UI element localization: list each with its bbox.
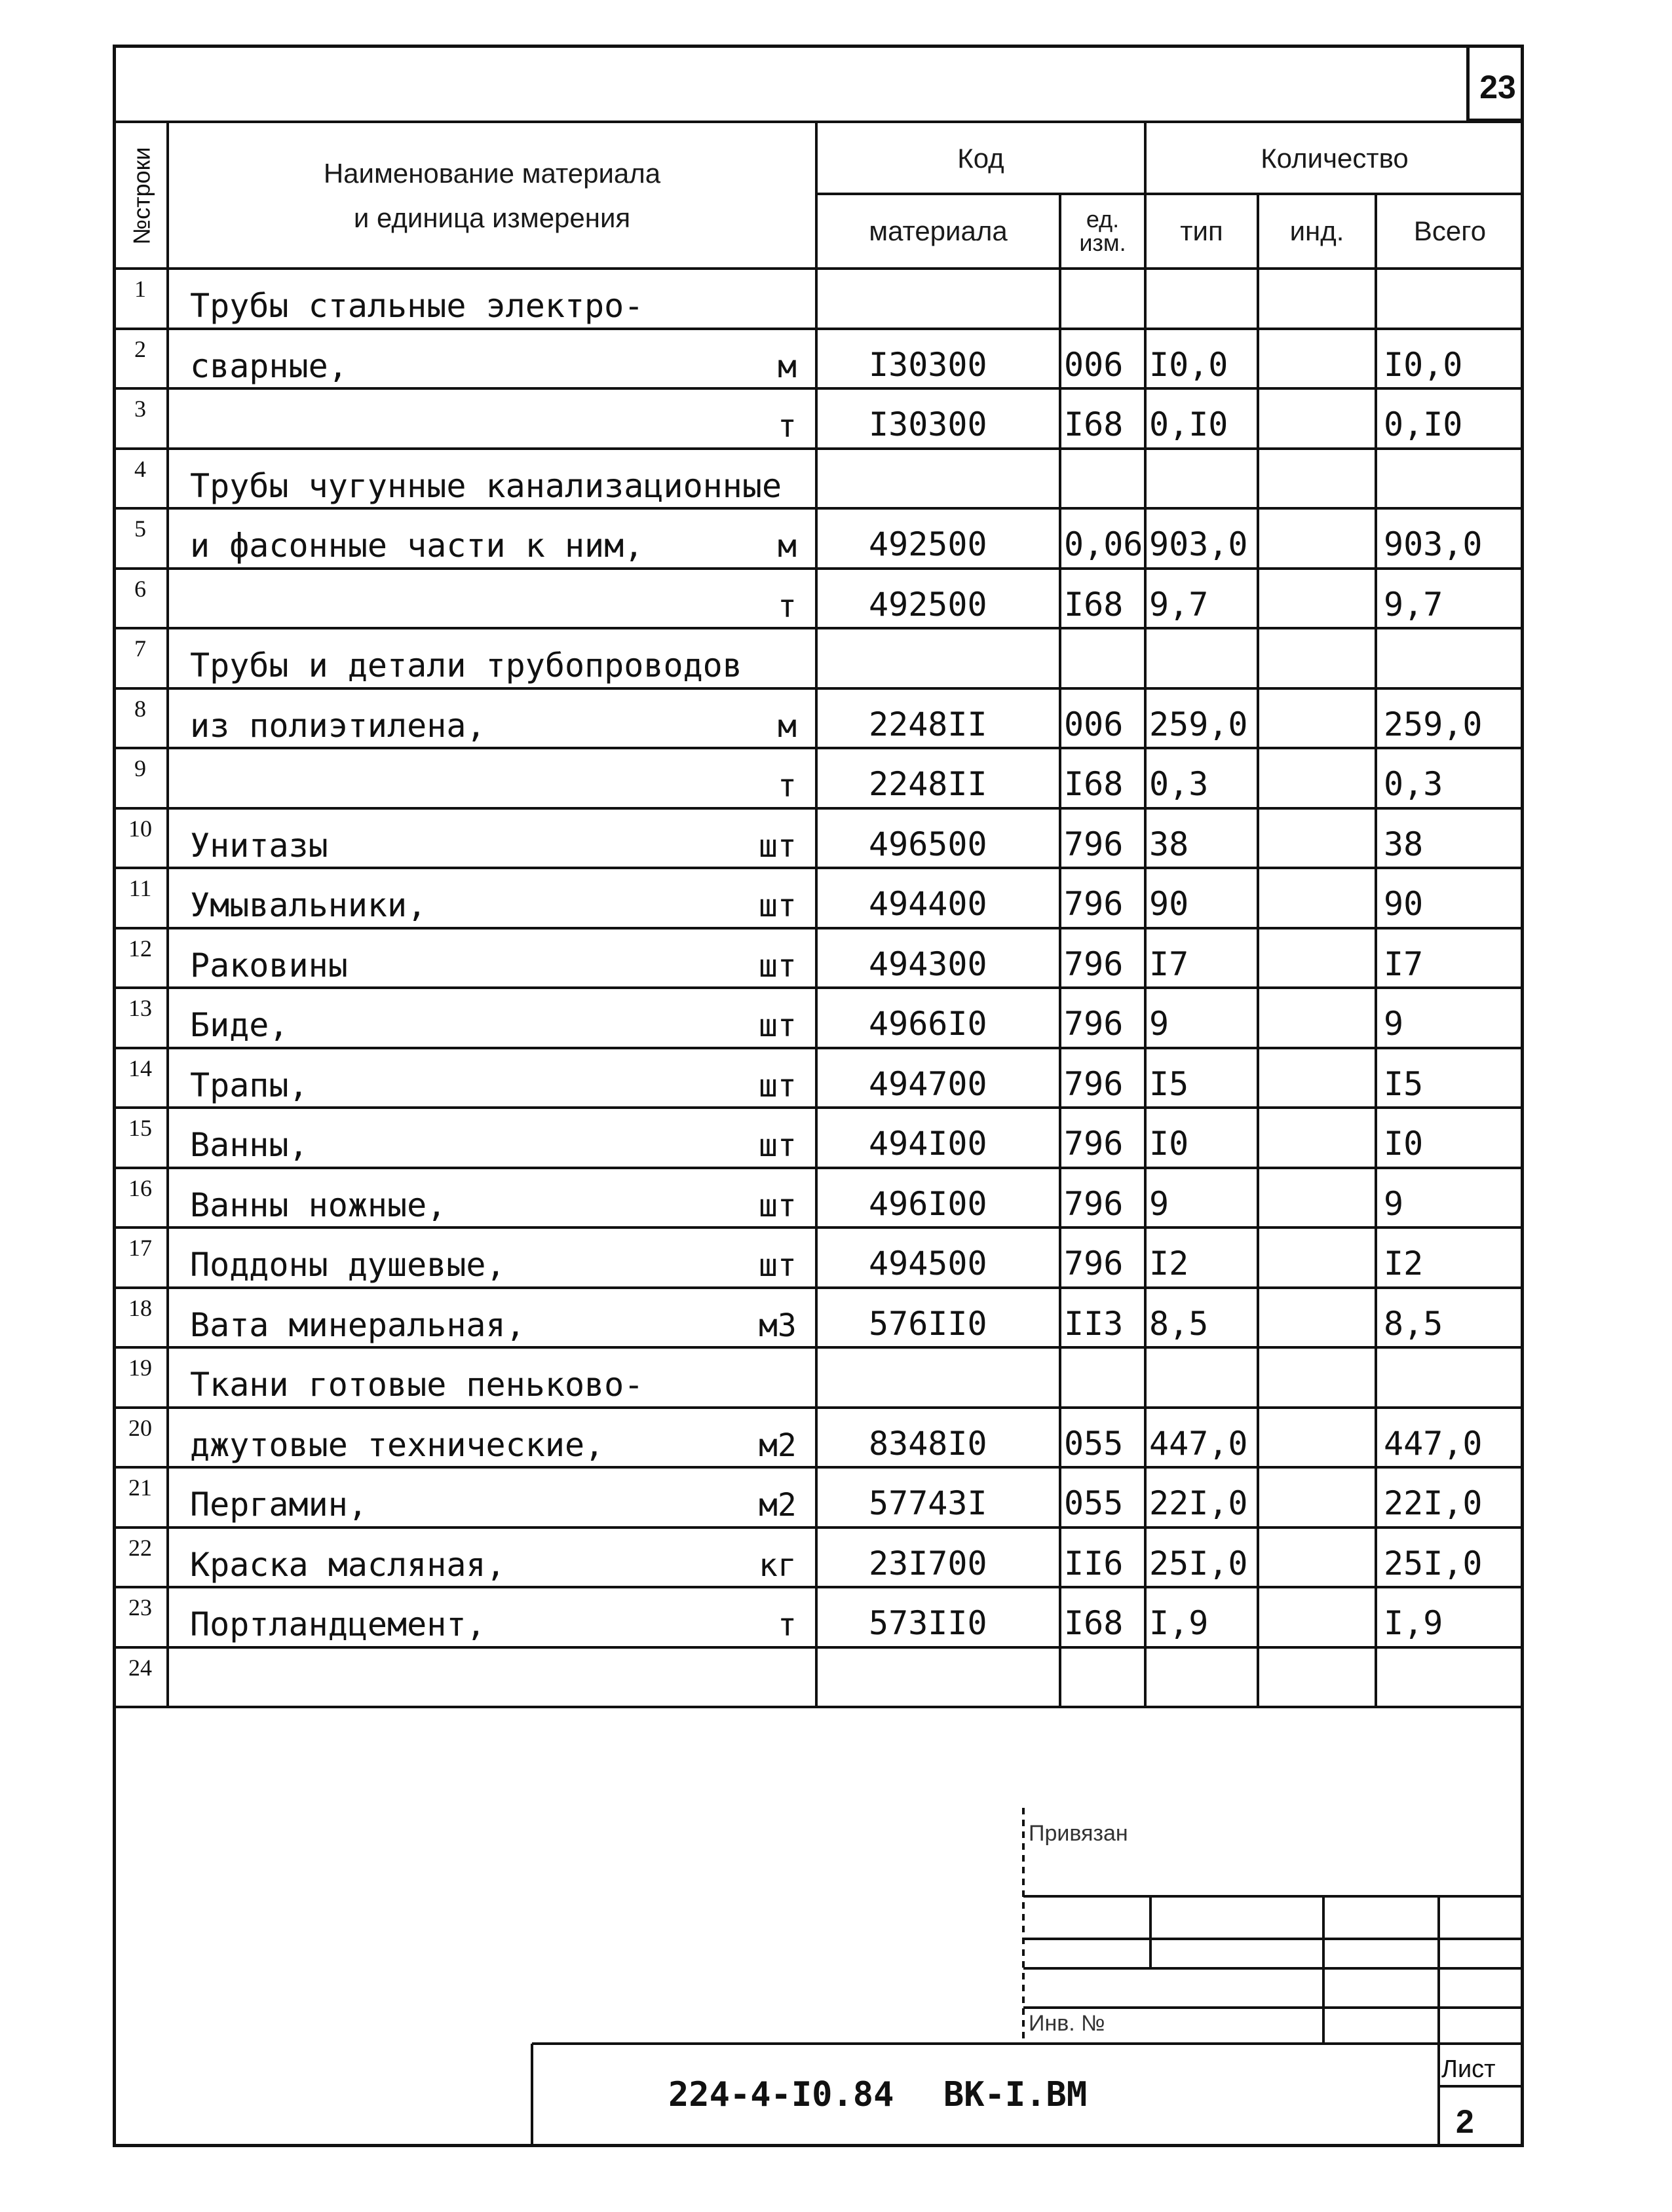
- material-code: 573II0: [869, 1604, 987, 1642]
- stamp-label-inventory: Инв. №: [1029, 2011, 1105, 2036]
- unit-code: 055: [1064, 1484, 1124, 1522]
- unit-of-measure: шт: [759, 827, 797, 865]
- grid-line-h: [113, 627, 1524, 629]
- qty-type: I0,0: [1149, 345, 1228, 384]
- row-number: 14: [128, 1055, 152, 1081]
- grid-line-v: [1144, 122, 1147, 1707]
- qty-total: 38: [1384, 825, 1424, 863]
- qty-type: 38: [1149, 825, 1189, 863]
- unit-code: 796: [1064, 825, 1124, 863]
- unit-of-measure: т: [778, 1607, 797, 1643]
- grid-line-h: [113, 1167, 1524, 1169]
- unit-of-measure: т: [778, 408, 797, 445]
- material-code: 2248II: [869, 705, 987, 743]
- material-name: Поддоны душевые,: [190, 1246, 506, 1284]
- unit-code: I68: [1064, 765, 1124, 803]
- grid-line-h: [113, 267, 1524, 270]
- document-code: 224-4-I0.84: [668, 2075, 894, 2114]
- qty-type: 25I,0: [1149, 1544, 1248, 1583]
- qty-total: 25I,0: [1384, 1544, 1483, 1583]
- qty-type: 9: [1149, 1184, 1169, 1223]
- unit-of-measure: м2: [759, 1487, 797, 1524]
- grid-line-h: [113, 447, 1524, 450]
- material-name: Раковины: [190, 946, 348, 984]
- unit-of-measure: м3: [759, 1307, 797, 1344]
- qty-ind-header: инд.: [1289, 216, 1344, 246]
- material-code: 494500: [869, 1245, 987, 1283]
- name-header-line1: Наименование материала: [323, 158, 661, 189]
- qty-type: 8,5: [1149, 1304, 1209, 1343]
- qty-type: 9: [1149, 1005, 1169, 1043]
- material-name: Трубы и детали трубопроводов: [190, 647, 742, 684]
- material-code: 57743I: [869, 1484, 987, 1522]
- grid-line-h: [113, 121, 1524, 123]
- row-number: 8: [134, 695, 146, 722]
- material-code: 494700: [869, 1064, 987, 1103]
- code-material-header: материала: [869, 216, 1008, 246]
- row-number: 11: [128, 875, 152, 901]
- unit-of-measure: м: [778, 348, 797, 385]
- material-code: I30300: [869, 345, 987, 384]
- grid-line-h: [113, 1106, 1524, 1109]
- unit-code: 055: [1064, 1424, 1124, 1463]
- row-number: 17: [128, 1235, 152, 1261]
- unit-code: 006: [1064, 705, 1124, 743]
- row-number: 6: [134, 575, 146, 602]
- sheet-number: 23: [1479, 69, 1516, 105]
- material-code: 2248II: [869, 765, 987, 803]
- sheet-index: 2: [1456, 2103, 1474, 2140]
- unit-code: 796: [1064, 1064, 1124, 1103]
- unit-code: II6: [1064, 1544, 1124, 1583]
- qty-type: 0,3: [1149, 765, 1209, 803]
- row-number: 9: [134, 755, 146, 781]
- grid-line-h: [113, 567, 1524, 570]
- unit-of-measure: шт: [759, 1127, 797, 1164]
- row-number: 15: [128, 1115, 152, 1141]
- row-number: 7: [134, 635, 146, 662]
- row-number: 2: [134, 335, 146, 362]
- grid-line-h: [113, 807, 1524, 810]
- unit-code: 796: [1064, 1184, 1124, 1223]
- qty-type: 22I,0: [1149, 1484, 1248, 1522]
- qty-group-header: Количество: [1261, 143, 1409, 174]
- qty-type: 259,0: [1149, 705, 1248, 743]
- material-code: 494400: [869, 885, 987, 923]
- material-name: Пергамин,: [190, 1486, 368, 1524]
- grid-line-h: [113, 687, 1524, 690]
- material-name: джутовые технические,: [190, 1425, 605, 1464]
- sheet-label: Лист: [1441, 2055, 1496, 2083]
- grid-line-h: [113, 1526, 1524, 1529]
- row-number: 24: [128, 1654, 152, 1681]
- row-number: 3: [134, 396, 146, 422]
- row-number: 18: [128, 1294, 152, 1321]
- grid-line-h: [113, 1466, 1524, 1469]
- unit-code: I68: [1064, 405, 1124, 443]
- row-number: 12: [128, 935, 152, 962]
- grid-line-h: [113, 1286, 1524, 1289]
- qty-type: I2: [1149, 1245, 1189, 1283]
- grid-line-h: [113, 1047, 1524, 1049]
- qty-total: I7: [1384, 945, 1424, 983]
- material-name: Трубы чугунные канализационные: [190, 466, 782, 505]
- unit-code: 796: [1064, 1125, 1124, 1163]
- unit-of-measure: шт: [759, 947, 797, 984]
- qty-total: 447,0: [1384, 1424, 1483, 1463]
- material-name: и фасонные части к ним,: [190, 527, 644, 565]
- qty-type: 447,0: [1149, 1424, 1248, 1463]
- qty-type: 90: [1149, 885, 1189, 923]
- unit-code: 796: [1064, 1245, 1124, 1283]
- row-number: 4: [134, 455, 146, 482]
- unit-of-measure: т: [778, 588, 797, 625]
- material-name: Ванны,: [190, 1126, 309, 1164]
- grid-line-v: [1059, 194, 1061, 1707]
- unit-of-measure: м: [778, 707, 797, 745]
- grid-line-h: [113, 1646, 1524, 1649]
- unit-code: II3: [1064, 1304, 1124, 1343]
- qty-total: I0: [1384, 1125, 1424, 1163]
- unit-of-measure: шт: [759, 1007, 797, 1044]
- unit-of-measure: кг: [759, 1547, 797, 1584]
- unit-code: 0,06: [1064, 525, 1143, 563]
- qty-type: I7: [1149, 945, 1189, 983]
- material-name: Трапы,: [190, 1066, 309, 1104]
- row-number: 22: [128, 1534, 152, 1561]
- qty-total: 903,0: [1384, 525, 1483, 563]
- unit-code: I68: [1064, 585, 1124, 624]
- material-code: 494I00: [869, 1125, 987, 1163]
- grid-line-h: [113, 1706, 1524, 1708]
- material-name: Портландцемент,: [190, 1605, 486, 1643]
- grid-line-v: [1257, 194, 1259, 1707]
- grid-line-v: [815, 122, 818, 1707]
- unit-of-measure: м2: [759, 1427, 797, 1464]
- grid-line-h: [113, 507, 1524, 510]
- qty-total: 90: [1384, 885, 1424, 923]
- unit-code: 796: [1064, 945, 1124, 983]
- name-header-line2: и единица измерения: [353, 202, 631, 233]
- grid-line-v: [1375, 194, 1377, 1707]
- row-number: 10: [128, 815, 152, 842]
- qty-total: 0,I0: [1384, 405, 1463, 443]
- qty-type: I,9: [1149, 1604, 1209, 1642]
- unit-of-measure: шт: [759, 888, 797, 924]
- material-name: сварные,: [190, 347, 348, 385]
- material-name: Краска масляная,: [190, 1545, 506, 1584]
- qty-type: 9,7: [1149, 585, 1209, 624]
- qty-total-header: Всего: [1413, 216, 1487, 246]
- material-code: 4966I0: [869, 1005, 987, 1043]
- material-code: 494300: [869, 945, 987, 983]
- qty-type: I5: [1149, 1064, 1189, 1103]
- material-name: из полиэтилена,: [190, 706, 486, 745]
- material-code: 576II0: [869, 1304, 987, 1343]
- grid-line-h: [113, 387, 1524, 390]
- qty-total: 9: [1384, 1005, 1404, 1043]
- material-name: Ткани готовые пеньково-: [190, 1366, 644, 1404]
- qty-total: 9,7: [1384, 585, 1443, 624]
- grid-line-h: [113, 986, 1524, 989]
- row-number: 16: [128, 1174, 152, 1201]
- row-number: 1: [134, 276, 146, 302]
- row-number-header: №строки: [128, 147, 155, 245]
- material-code: 496I00: [869, 1184, 987, 1223]
- grid-line-h: [113, 747, 1524, 749]
- unit-code: 006: [1064, 345, 1124, 384]
- material-code: I30300: [869, 405, 987, 443]
- material-code: 492500: [869, 585, 987, 624]
- unit-of-measure: шт: [759, 1067, 797, 1104]
- row-number: 5: [134, 516, 146, 542]
- qty-total: 259,0: [1384, 705, 1483, 743]
- grid-line-h: [113, 1226, 1524, 1229]
- qty-type: I0: [1149, 1125, 1189, 1163]
- grid-line-h: [113, 1406, 1524, 1409]
- qty-total: I2: [1384, 1245, 1424, 1283]
- grid-line-h: [113, 927, 1524, 929]
- material-name: Ванны ножные,: [190, 1186, 447, 1224]
- material-code: 492500: [869, 525, 987, 563]
- qty-type: 0,I0: [1149, 405, 1228, 443]
- qty-total: 22I,0: [1384, 1484, 1483, 1522]
- grid-line-h: [113, 1586, 1524, 1588]
- qty-total: I,9: [1384, 1604, 1443, 1642]
- grid-line-h: [113, 1346, 1524, 1349]
- qty-total: 0,3: [1384, 765, 1443, 803]
- row-number: 20: [128, 1414, 152, 1441]
- grid-line-h: [113, 328, 1524, 330]
- material-name: Умывальники,: [190, 886, 427, 924]
- row-number: 23: [128, 1594, 152, 1621]
- unit-of-measure: шт: [759, 1247, 797, 1284]
- material-name: Трубы стальные электро-: [190, 287, 644, 325]
- row-number: 21: [128, 1474, 152, 1501]
- qty-total: I5: [1384, 1064, 1424, 1103]
- unit-of-measure: м: [778, 528, 797, 565]
- unit-of-measure: т: [778, 768, 797, 804]
- material-code: 496500: [869, 825, 987, 863]
- material-name: Вата минеральная,: [190, 1305, 525, 1344]
- qty-type: 903,0: [1149, 525, 1248, 563]
- unit-code: 796: [1064, 1005, 1124, 1043]
- qty-total: 9: [1384, 1184, 1404, 1223]
- material-code: 23I700: [869, 1544, 987, 1583]
- document-designation: ВК-I.ВМ: [943, 2075, 1088, 2114]
- material-name: Унитазы: [190, 826, 328, 865]
- unit-code: I68: [1064, 1604, 1124, 1642]
- row-number: 13: [128, 995, 152, 1021]
- qty-type-header: тип: [1180, 216, 1223, 246]
- row-number: 19: [128, 1355, 152, 1381]
- code-group-header: Код: [957, 143, 1004, 174]
- code-unit-header: ед. изм.: [1079, 206, 1126, 256]
- stamp-label-attached: Привязан: [1029, 1821, 1128, 1846]
- qty-total: I0,0: [1384, 345, 1463, 384]
- grid-line-h: [113, 867, 1524, 869]
- qty-total: 8,5: [1384, 1304, 1443, 1343]
- unit-of-measure: шт: [759, 1187, 797, 1224]
- unit-code: 796: [1064, 885, 1124, 923]
- material-name: Биде,: [190, 1006, 289, 1044]
- material-code: 8348I0: [869, 1424, 987, 1463]
